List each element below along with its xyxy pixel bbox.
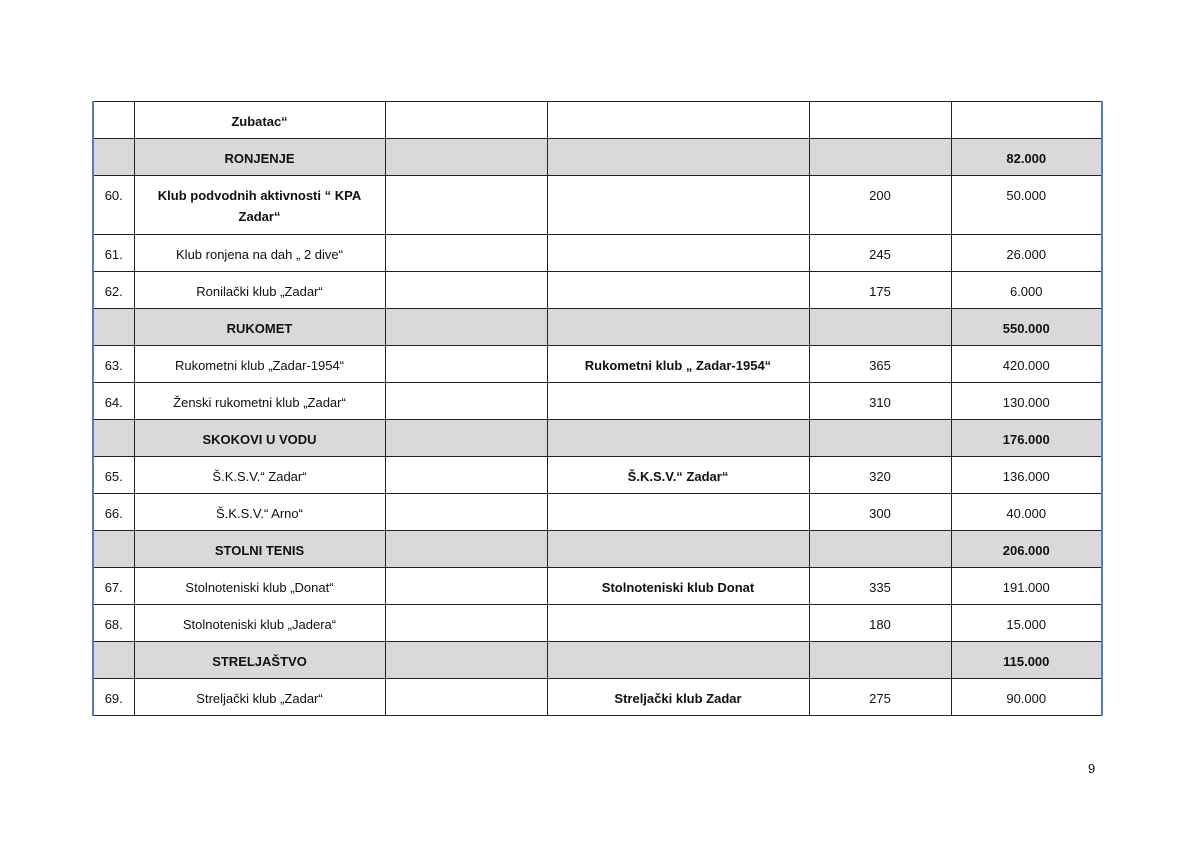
section-amount-text: 206.000 <box>1002 543 1050 558</box>
section-name-text: STOLNI TENIS <box>214 543 305 558</box>
section-amount-text: 82.000 <box>1006 151 1047 166</box>
section-name-text: RUKOMET <box>226 321 293 336</box>
num-text: 64. <box>104 395 123 410</box>
num-text: 61. <box>104 247 123 262</box>
section-row <box>93 531 1102 568</box>
amount-cell <box>951 457 1102 494</box>
score-text: 310 <box>869 395 891 410</box>
extra-cell <box>547 679 809 716</box>
extra-cell <box>547 494 809 531</box>
extra-cell <box>547 176 809 235</box>
table-row <box>93 235 1102 272</box>
extra-cell <box>547 642 809 679</box>
score-cell <box>809 494 951 531</box>
extra-cell <box>547 383 809 420</box>
table-row <box>93 457 1102 494</box>
name-text: Stolnoteniski klub „Jadera“ <box>182 617 337 632</box>
amount-text: 40.000 <box>1006 506 1047 521</box>
score-cell <box>809 531 951 568</box>
score-text: 320 <box>869 469 891 484</box>
extra-text <box>548 383 809 392</box>
extra-cell <box>547 139 809 176</box>
extra-cell <box>547 531 809 568</box>
num-cell <box>93 494 134 531</box>
amount-text: 50.000 <box>1006 188 1047 203</box>
num-cell <box>93 642 134 679</box>
num-text: 63. <box>104 358 123 373</box>
amount-cell <box>951 176 1102 235</box>
name-cell <box>134 605 385 642</box>
amount-cell <box>951 346 1102 383</box>
amount-cell <box>951 605 1102 642</box>
name-cell <box>134 272 385 309</box>
name-cell <box>134 457 385 494</box>
score-text: 175 <box>869 284 891 299</box>
extra-text <box>548 235 809 244</box>
num-cell <box>93 457 134 494</box>
section-amount-cell <box>951 531 1102 568</box>
amount-cell <box>951 272 1102 309</box>
extra-text <box>548 176 809 185</box>
section-name-cell <box>134 420 385 457</box>
empty-cell <box>385 102 547 139</box>
score-text: 365 <box>869 358 891 373</box>
continuation-name: Zubatac“ <box>231 114 288 129</box>
extra-cell <box>547 605 809 642</box>
extra-cell <box>547 568 809 605</box>
table-row <box>93 383 1102 420</box>
empty-cell <box>385 309 547 346</box>
score-text: 335 <box>869 580 891 595</box>
num-cell <box>93 531 134 568</box>
score-cell <box>809 176 951 235</box>
section-amount-cell <box>951 139 1102 176</box>
extra-text: Streljački klub Zadar <box>614 691 742 706</box>
table-row <box>93 494 1102 531</box>
section-row <box>93 309 1102 346</box>
table-row <box>93 272 1102 309</box>
section-name-cell <box>134 642 385 679</box>
table-row <box>93 568 1102 605</box>
score-cell <box>809 383 951 420</box>
score-cell <box>809 102 951 139</box>
amount-text: 26.000 <box>1006 247 1047 262</box>
name-cell <box>134 679 385 716</box>
empty-cell <box>385 176 547 235</box>
name-text: Streljački klub „Zadar“ <box>196 691 323 706</box>
section-name-text: RONJENJE <box>224 151 295 166</box>
amount-text: 136.000 <box>1002 469 1050 484</box>
section-name-cell <box>134 309 385 346</box>
empty-cell <box>385 531 547 568</box>
empty-cell <box>385 139 547 176</box>
score-cell <box>809 420 951 457</box>
amount-cell <box>951 102 1102 139</box>
score-text: 200 <box>869 188 891 203</box>
amount-cell <box>951 679 1102 716</box>
amount-cell <box>951 568 1102 605</box>
name-text: Rukometni klub „Zadar-1954“ <box>174 358 345 373</box>
empty-cell <box>385 642 547 679</box>
extra-text: Stolnoteniski klub Donat <box>601 580 755 595</box>
num-cell <box>93 383 134 420</box>
table-row <box>93 605 1102 642</box>
score-text: 300 <box>869 506 891 521</box>
score-cell <box>809 235 951 272</box>
section-amount-text: 550.000 <box>1002 321 1050 336</box>
table-row <box>93 679 1102 716</box>
section-amount-text: 115.000 <box>1003 654 1050 669</box>
num-cell <box>93 235 134 272</box>
extra-text <box>548 272 809 281</box>
score-cell <box>809 346 951 383</box>
empty-cell <box>385 383 547 420</box>
score-cell <box>809 309 951 346</box>
score-cell <box>809 679 951 716</box>
score-cell <box>809 457 951 494</box>
empty-cell <box>385 457 547 494</box>
extra-text: Š.K.S.V.“ Zadar“ <box>627 469 729 484</box>
empty-cell <box>385 568 547 605</box>
name-text: Š.K.S.V.“ Arno“ <box>216 506 303 521</box>
amount-text: 90.000 <box>1006 691 1047 706</box>
amount-text: 15.000 <box>1006 617 1047 632</box>
name-text: Ženski rukometni klub „Zadar“ <box>173 395 346 410</box>
extra-text: Rukometni klub „ Zadar-1954“ <box>584 358 772 373</box>
num-cell <box>93 272 134 309</box>
name-text: Klub ronjena na dah „ 2 dive“ <box>176 247 343 262</box>
section-name-text: SKOKOVI U VODU <box>202 432 317 447</box>
amount-text: 130.000 <box>1002 395 1050 410</box>
funding-table-body <box>93 102 1102 716</box>
empty-cell <box>385 235 547 272</box>
amount-text: 6.000 <box>1009 284 1043 299</box>
section-amount-cell <box>951 309 1102 346</box>
extra-cell <box>547 420 809 457</box>
name-cell <box>134 346 385 383</box>
num-cell <box>93 139 134 176</box>
num-text: 66. <box>104 506 123 521</box>
num-text: 65. <box>104 469 123 484</box>
num-cell <box>93 679 134 716</box>
num-cell <box>93 605 134 642</box>
score-cell <box>809 568 951 605</box>
table-row <box>93 346 1102 383</box>
section-amount-text: 176.000 <box>1002 432 1050 447</box>
num-cell <box>93 102 134 139</box>
section-name-text: STRELJAŠTVO <box>212 654 307 669</box>
section-row <box>93 139 1102 176</box>
score-text: 275 <box>869 691 891 706</box>
empty-cell <box>385 679 547 716</box>
score-cell <box>809 139 951 176</box>
name-text: Ronilački klub „Zadar“ <box>196 284 323 299</box>
amount-text: 191.000 <box>1002 580 1050 595</box>
continuation-row <box>93 102 1102 139</box>
page-number: 9 <box>1088 761 1096 776</box>
num-cell <box>93 176 134 235</box>
score-text: 245 <box>869 247 891 262</box>
extra-text <box>548 605 809 614</box>
num-cell <box>93 420 134 457</box>
extra-cell <box>547 457 809 494</box>
name-text: Š.K.S.V.“ Zadar“ <box>212 469 307 484</box>
num-text: 62. <box>104 284 123 299</box>
extra-cell <box>547 235 809 272</box>
table-row <box>93 176 1102 235</box>
num-cell <box>93 309 134 346</box>
name-text: Klub podvodnih aktivnosti “ KPA Zadar“ <box>157 188 362 224</box>
amount-text: 420.000 <box>1002 358 1050 373</box>
name-cell <box>134 494 385 531</box>
name-cell <box>134 235 385 272</box>
empty-cell <box>385 420 547 457</box>
name-cell <box>134 102 385 139</box>
section-row <box>93 642 1102 679</box>
section-row <box>93 420 1102 457</box>
extra-cell <box>547 309 809 346</box>
num-cell <box>93 568 134 605</box>
amount-cell <box>951 383 1102 420</box>
name-cell <box>134 176 385 235</box>
extra-cell <box>547 102 809 139</box>
empty-cell <box>385 605 547 642</box>
empty-cell <box>385 494 547 531</box>
empty-cell <box>385 272 547 309</box>
num-text: 69. <box>104 691 123 706</box>
score-cell <box>809 272 951 309</box>
name-text: Stolnoteniski klub „Donat“ <box>185 580 334 595</box>
score-cell <box>809 605 951 642</box>
section-amount-cell <box>951 420 1102 457</box>
name-cell <box>134 568 385 605</box>
extra-cell <box>547 272 809 309</box>
num-text: 68. <box>104 617 123 632</box>
amount-cell <box>951 494 1102 531</box>
num-text: 67. <box>104 580 123 595</box>
score-text: 180 <box>869 617 891 632</box>
funding-table <box>92 101 1103 716</box>
section-amount-cell <box>951 642 1102 679</box>
extra-cell <box>547 346 809 383</box>
section-name-cell <box>134 531 385 568</box>
section-name-cell <box>134 139 385 176</box>
num-cell <box>93 346 134 383</box>
score-cell <box>809 642 951 679</box>
num-text: 60. <box>104 188 123 203</box>
empty-cell <box>385 346 547 383</box>
amount-cell <box>951 235 1102 272</box>
extra-text <box>548 494 809 503</box>
name-cell <box>134 383 385 420</box>
